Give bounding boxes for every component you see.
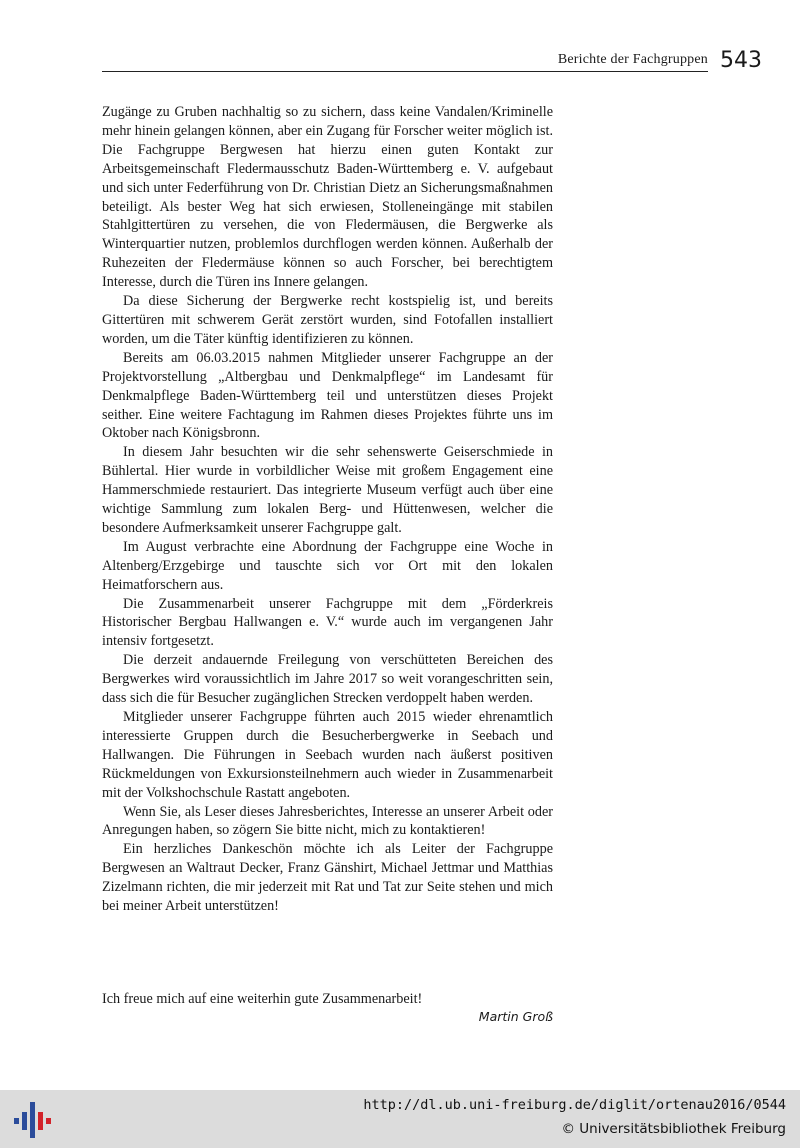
paragraph: Wenn Sie, als Leser dieses Jahresberichtes, Interesse an unserer Arbeit oder Anregungen haben, so zögern Sie bitte nicht, mich zu kontaktieren! <box>102 803 553 839</box>
running-header <box>102 46 764 74</box>
page-number: 543 <box>720 48 762 73</box>
paragraph: Da diese Sicherung der Bergwerke recht kostspielig ist, und bereits Gittertüren mit schwerem Gerät zerstört wurden, sind Fotofallen installiert worden, um die Täter künftig identifizieren zu können. <box>102 293 553 347</box>
paragraph: Bereits am 06.03.2015 nahmen Mitglieder unserer Fachgruppe an der Projektvorstellung „Altbergbau und Denkmalpflege“ im Landesamt für Denkmalpflege Baden-Württemberg teil und unterstützen dieses Projekt seither. Eine weitere Fachtagung im Rahmen dieses Projektes führte uns im Oktober nach Königsbronn. <box>102 349 553 442</box>
paragraph: Ein herzliches Dankeschön möchte ich als Leiter der Fachgruppe Bergwesen an Waltraut Decker, Franz Gänshirt, Michael Jettmar und Matthias Zizelmann richten, die mir jederzeit mit Rat und Tat zur Seite stehen und mich bei meiner Arbeit unterstützen! <box>102 841 553 915</box>
running-header-title: Berichte der Fachgruppen <box>557 52 708 67</box>
closing-text: Ich freue mich auf eine weiterhin gute Zusammenarbeit! <box>102 991 423 1007</box>
paragraph: Im August verbrachte eine Abordnung der Fachgruppe eine Woche in Altenberg/Erzgebirge und tauschte sich vor Ort mit den lokalen Heimatforschern aus. <box>102 538 553 593</box>
document-url-link[interactable]: http://dl.ub.uni-freiburg.de/diglit/ortenau2016/0544 <box>363 1097 786 1113</box>
paragraph: Mitglieder unserer Fachgruppe führten auch 2015 wieder ehrenamtlich interessierte Gruppen durch die Besucherbergwerke in Seebach und Hallwangen. Die Führungen in Seebach wurden nach äußerst positiven Rückmeldungen von Exkursionsteilnehmern auch wieder in Zusammenarbeit mit der Volkshochschule Rastatt angeboten. <box>102 709 553 801</box>
paragraph: Die Zusammenarbeit unserer Fachgruppe mit dem „Förderkreis Historischer Bergbau Hallwangen e. V.“ wurde auch im vergangenen Jahr intensiv fortgesetzt. <box>102 595 553 650</box>
ub-freiburg-logo-icon <box>12 1100 52 1140</box>
closing-line <box>102 990 553 1009</box>
paragraph: In diesem Jahr besuchten wir die sehr sehenswerte Geiserschmiede in Bühlertal. Hier wurde in vorbildlicher Weise mit großem Engagement eine Hammerschmiede restauriert. Das integrierte Museum verfügt auch über eine wichtige Sammlung zum lokalen Berg- und Hüttenwesen, welcher die besondere Aufmerksamkeit unserer Fachgruppe galt. <box>102 444 553 536</box>
viewer-footer <box>0 1090 800 1148</box>
paragraph: Zugänge zu Gruben nachhaltig so zu sichern, dass keine Vandalen/Kriminelle mehr hinein gelangen können, aber ein Zugang für Forscher weiter möglich ist. Die Fachgruppe Bergwesen hat hierzu einen guten Kontakt zur Arbeitsgemeinschaft Fledermausschutz Baden-Württemberg e. V. aufgebaut und sich unter Federführung von Dr. Christian Dietz an Sicherungsmaßnahmen beteiligt. Als bester Weg hat sich erwiesen, Stolleneingänge mit stabilen Stahlgittertüren zu versehen, die von Fledermäusen, die Bergwerke als Winterquartier nutzen, problemlos durchflogen werden können. Außerhalb der Ruhezeiten der Fledermäuse können so auch Forscher, bei berechtigtem Interesse, durch die Türen ins Innere gelangen. <box>102 104 553 291</box>
paragraph: Die derzeit andauernde Freilegung von verschütteten Bereichen des Bergwerkes wird voraussichtlich im Jahre 2017 so weit vorangeschritten sein, dass sich die für Besucher zugänglichen Strecken verdoppelt haben werden. <box>102 652 553 707</box>
article-body <box>102 103 553 916</box>
copyright-notice: © Universitätsbibliothek Freiburg <box>561 1121 786 1137</box>
header-rule <box>102 71 708 72</box>
author-signature: Martin Groß <box>478 1009 553 1024</box>
